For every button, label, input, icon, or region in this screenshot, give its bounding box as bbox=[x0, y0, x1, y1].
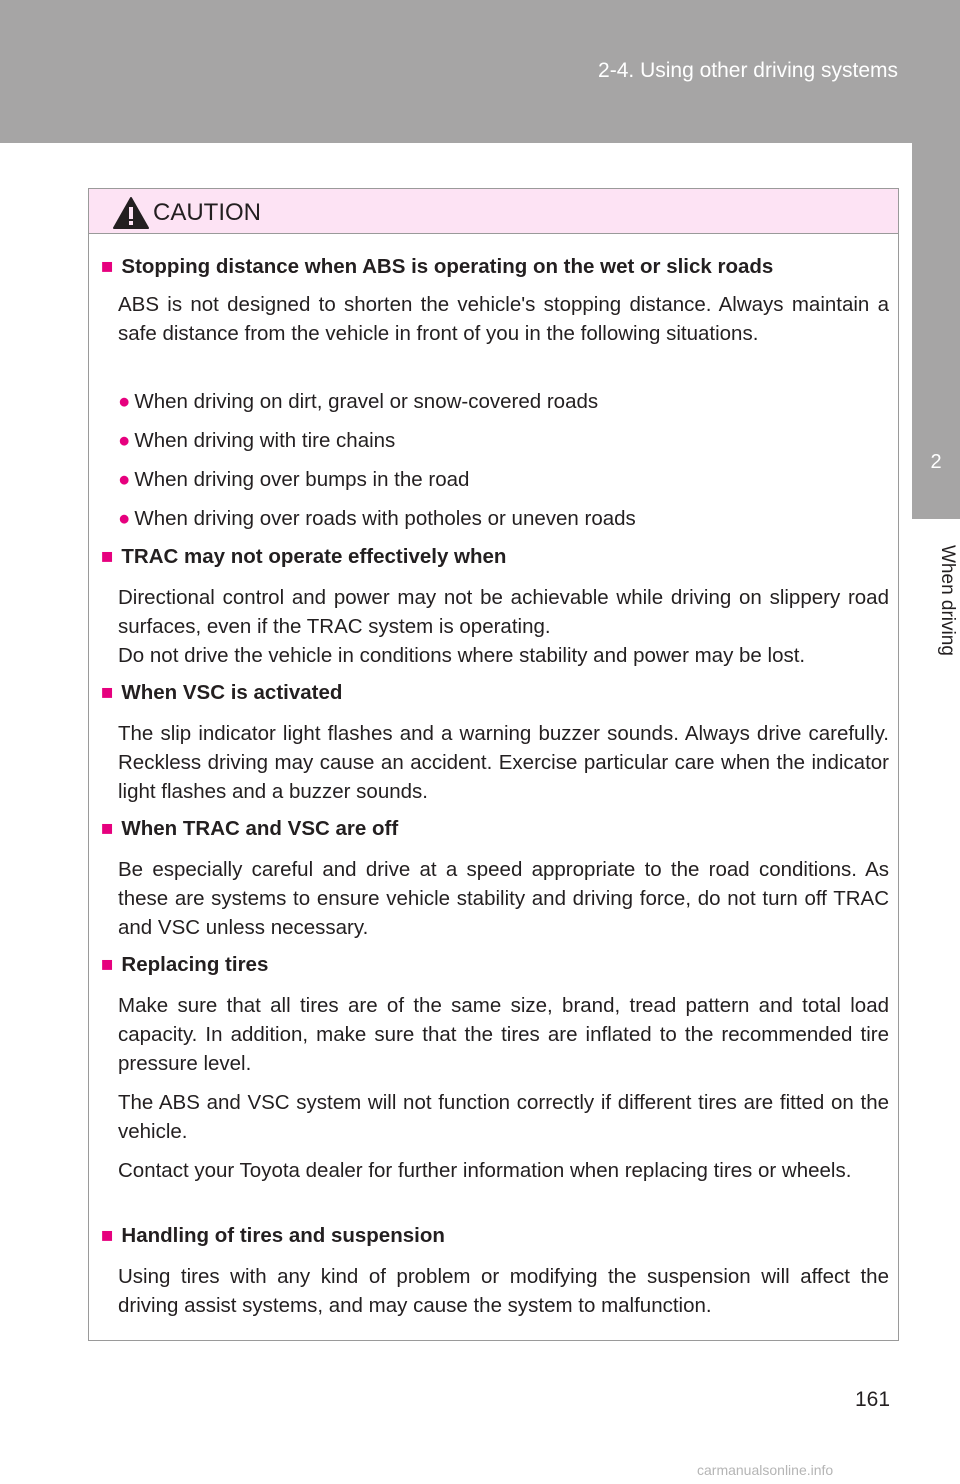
section-paragraph: Be especially careful and drive at a speed appropriate to the road conditions. As these are systems to ensure vehicle stability and driving force, do not turn off TRAC and VSC unless necessary. bbox=[118, 858, 889, 939]
section-paragraph: The slip indicator light flashes and a warning buzzer sounds. Always drive carefully. Reckless driving may cause an accident. Exercise particular care when the indicator light flashes and a buzzer sounds. bbox=[118, 722, 889, 803]
list-item: ● When driving over roads with potholes or uneven roads bbox=[118, 507, 636, 530]
caution-header bbox=[89, 189, 898, 234]
section-paragraph: Do not drive the vehicle in conditions where stability and power may be lost. bbox=[118, 644, 806, 667]
page-header bbox=[0, 0, 960, 143]
circle-bullet-icon: ● bbox=[118, 507, 131, 530]
square-bullet-icon: ■ bbox=[101, 255, 114, 278]
square-bullet-icon: ■ bbox=[101, 681, 114, 704]
square-bullet-icon: ■ bbox=[101, 545, 114, 568]
chapter-tab bbox=[912, 413, 960, 519]
page-number: 161 bbox=[855, 1388, 891, 1411]
caution-title: CAUTION bbox=[153, 199, 261, 226]
square-bullet-icon: ■ bbox=[101, 1224, 114, 1247]
section-paragraph: ABS is not designed to shorten the vehicle's stopping distance. Always maintain a safe distance from the vehicle in front of you in the following situations. bbox=[118, 293, 889, 345]
circle-bullet-icon: ● bbox=[118, 468, 131, 491]
warning-triangle-icon bbox=[112, 196, 150, 230]
section-heading: ■ Replacing tires bbox=[101, 953, 269, 976]
circle-bullet-icon: ● bbox=[118, 429, 131, 452]
section-paragraph: The ABS and VSC system will not function correctly if different tires are fitted on the vehicle. bbox=[118, 1091, 889, 1143]
chapter-number: 2 bbox=[930, 451, 942, 473]
side-tab-upper bbox=[912, 143, 960, 413]
section-heading: ■ Stopping distance when ABS is operating on the wet or slick roads bbox=[101, 255, 774, 278]
section-paragraph: Using tires with any kind of problem or modifying the suspension will affect the driving assist systems, and may cause the system to malfunction. bbox=[118, 1265, 889, 1317]
section-title: 2-4. Using other driving systems bbox=[598, 59, 898, 82]
section-paragraph: Make sure that all tires are of the same size, brand, tread pattern and total load capacity. In addition, make sure that the tires are inflated to the recommended tire pressure level. bbox=[118, 994, 889, 1075]
list-item: ● When driving over bumps in the road bbox=[118, 468, 470, 491]
circle-bullet-icon: ● bbox=[118, 390, 131, 413]
section-heading: ■ When TRAC and VSC are off bbox=[101, 817, 399, 840]
section-heading: ■ Handling of tires and suspension bbox=[101, 1224, 445, 1247]
square-bullet-icon: ■ bbox=[101, 817, 114, 840]
section-heading: ■ When VSC is activated bbox=[101, 681, 343, 704]
chapter-label: When driving bbox=[937, 544, 958, 656]
section-paragraph: Directional control and power may not be achievable while driving on slippery road surfaces, even if the TRAC system is operating. bbox=[118, 586, 889, 638]
section-paragraph: Contact your Toyota dealer for further information when replacing tires or wheels. bbox=[118, 1159, 852, 1182]
watermark: carmanualsonline.info bbox=[697, 1462, 834, 1478]
list-item: ● When driving with tire chains bbox=[118, 429, 396, 452]
caution-box bbox=[88, 188, 899, 1341]
square-bullet-icon: ■ bbox=[101, 953, 114, 976]
list-item: ● When driving on dirt, gravel or snow-covered roads bbox=[118, 390, 599, 413]
section-heading: ■ TRAC may not operate effectively when bbox=[101, 545, 507, 568]
